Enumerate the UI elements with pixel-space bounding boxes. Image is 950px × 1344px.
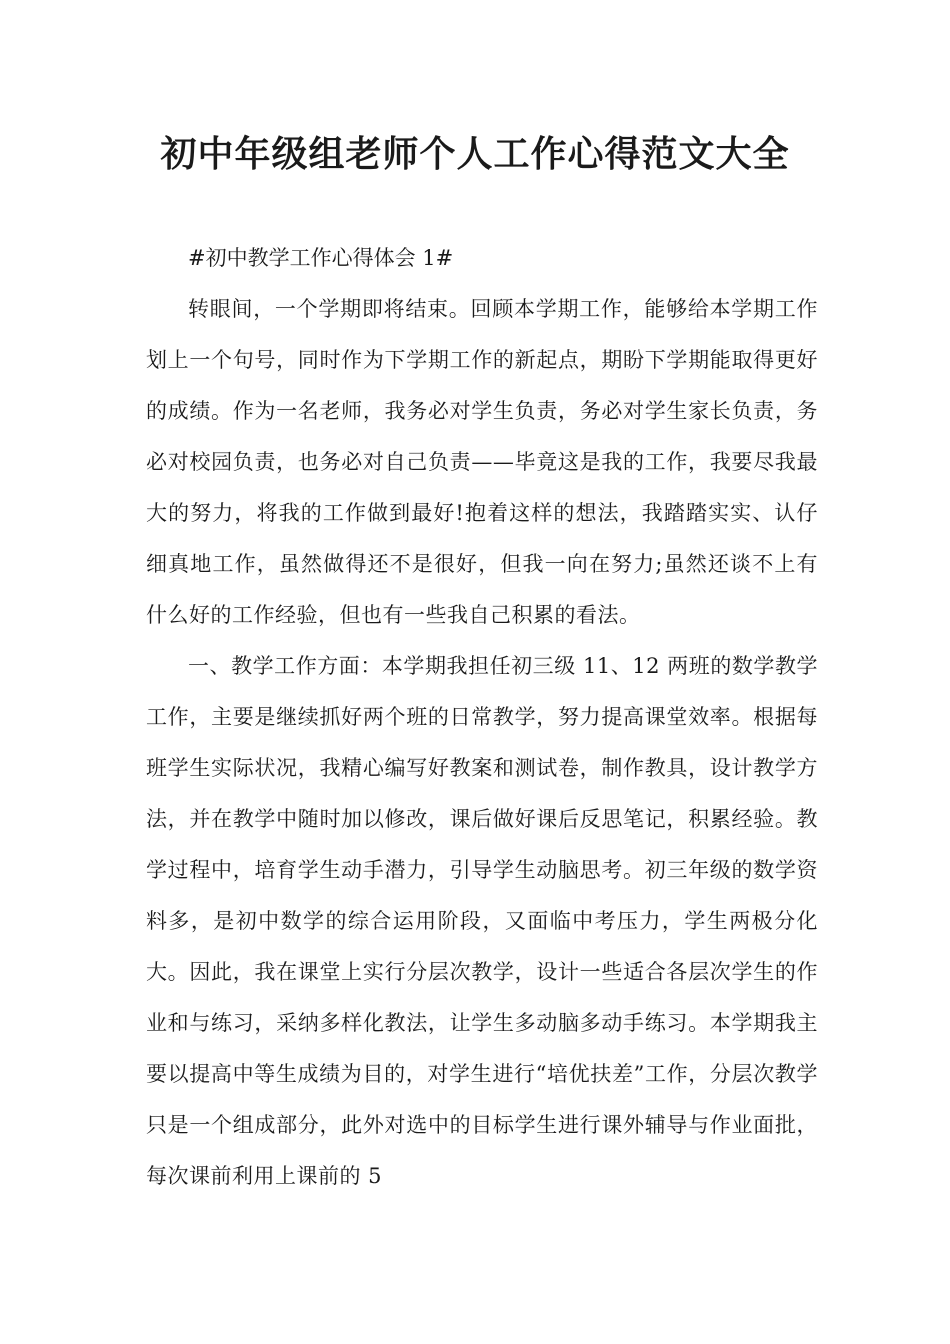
paragraph-teaching-work: 一、教学工作方面：本学期我担任初三级 11、12 两班的数学教学工作，主要是继续抓好两个班的日常教学，努力提高课堂效率。根据每班学生实际状况，我精心编写好教案和测试卷，制作教具，设计教学方法，并在教学中随时加以修改，课后做好课后反思笔记，积累经验。教学过程中，培育学生动手潜力，引导学生动脑思考。初三年级的数学资料多，是初中数学的综合运用阶段，又面临中考压力，学生两极分化大。因此，我在课堂上实行分层次教学，设计一些适合各层次学生的作业和与练习，采纳多样化教法，让学生多动脑多动手练习。本学期我主要以提高中等生成绩为目的，对学生进行“培优扶差”工作，分层次教学只是一个组成部分，此外对选中的目标学生进行课外辅导与作业面批，每次课前利用上课前的 5 (146, 654, 818, 1188)
paragraph-intro: 转眼间，一个学期即将结束。回顾本学期工作，能够给本学期工作划上一个句号，同时作为下学期工作的新起点，期盼下学期能取得更好的成绩。作为一名老师，我务必对学生负责，务必对学生家长负责，务必对校园负责，也务必对自己负责——毕竟这是我的工作，我要尽我最大的努力，将我的工作做到最好!抱着这样的想法，我踏踏实实、认仔细真地工作，虽然做得还不是很好，但我一向在努力;虽然还谈不上有什么好的工作经验，但也有一些我自己积累的看法。 (146, 297, 818, 627)
document-body (146, 233, 818, 1202)
document-title: 初中年级组老师个人工作心得范文大全 (160, 133, 790, 175)
section-heading: #初中教学工作心得体会 1# (188, 246, 454, 270)
